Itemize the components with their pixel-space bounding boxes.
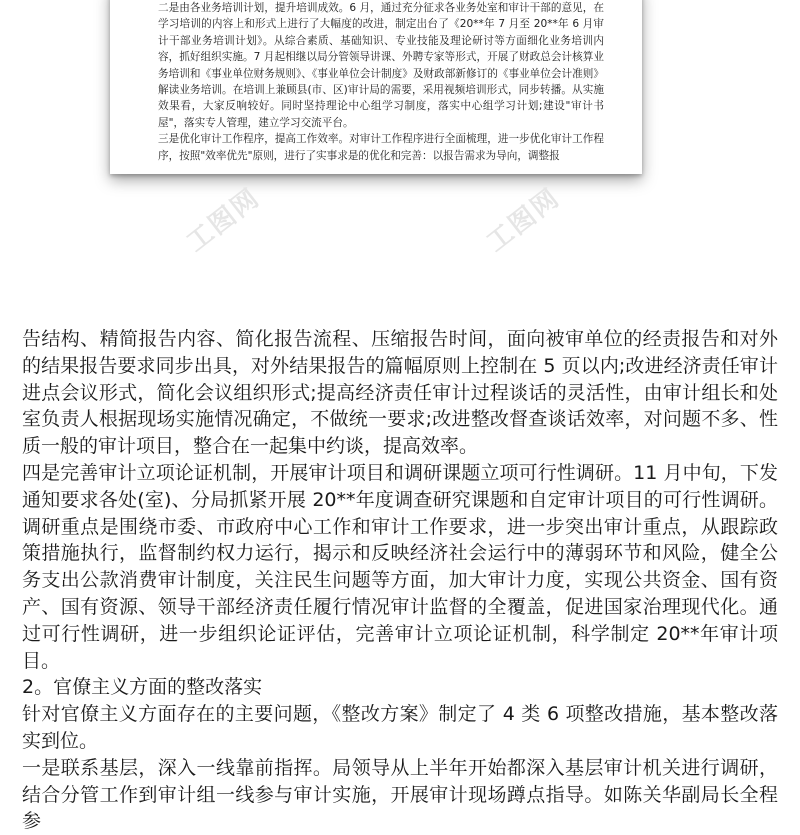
preview-paragraph: 三是优化审计工作程序，提高工作效率。对审计工作程序进行全面梳理，进一步优化审计工作程序，按照"效率优先"原则，进行了实事求是的优化和完善：以报告需求为导向，调整报 <box>158 133 604 162</box>
section-heading: 2。官僚主义方面的整改落实 <box>22 676 263 699</box>
preview-text-block <box>158 0 604 164</box>
preview-paragraph: 二是由各业务培训计划，提升培训成效。6 月，通过充分征求各业务处室和审计干部的意见，在学习培训的内容上和形式上进行了大幅度的改进，制定出台了《20**年 7 月至 20**年 6 月审计干部业务培训计划》。从综合素质、基础知识、专业技能及理论研讨等方面细化业务培训内容，抓好组织实施。7 月起相继以局分管领导讲课、外聘专家等形式，开展了财政总会计核算业务培训和《事业单位财务规则》、《事业单位会计制度》及财政部新修订的《事业单位会计准则》解读业务培训。在培训上兼顾县(市、区)审计局的需要，采用视频培训形式，同步转播。从实施效果看，大家反响较好。同时坚持理论中心组学习制度，落实中心组学习计划;建设"审计书屋"，落实专人管理，建立学习交流平台。 <box>158 2 604 129</box>
watermark-logo: 工图网 <box>481 182 566 259</box>
document-body-text <box>22 326 778 835</box>
body-paragraph: 告结构、精简报告内容、简化报告流程、压缩报告时间，面向被审单位的经责报告和对外的结果报告要求同步出具，对外结果报告的篇幅原则上控制在 5 页以内;改进经济责任审计进点会议形式，简化会议组织形式;提高经济责任审计过程谈话的灵活性，由审计组长和处室负责人根据现场实施情况确定，不做统一要求;改进整改督查谈话效率，对问题不多、性质一般的审计项目，整合在一起集中约谈，提高效率。 <box>22 328 778 458</box>
document-page-preview <box>110 0 642 174</box>
document-preview-area <box>0 0 800 300</box>
body-paragraph: 一是联系基层，深入一线靠前指挥。局领导从上半年开始都深入基层审计机关进行调研，结合分管工作到审计组一线参与审计实施，开展审计现场蹲点指导。如陈关华副局长全程参 <box>22 756 778 833</box>
body-paragraph: 针对官僚主义方面存在的主要问题，《整改方案》制定了 4 类 6 项整改措施，基本整改落实到位。 <box>22 703 778 752</box>
watermark-logo: 工图网 <box>181 182 266 259</box>
body-paragraph: 四是完善审计立项论证机制，开展审计项目和调研课题立项可行性调研。11 月中旬，下发通知要求各处(室)、分局抓紧开展 20**年度调查研究课题和自定审计项目的可行性调研。调研重点是围绕市委、市政府中心工作和审计工作要求，进一步突出审计重点，从跟踪政策措施执行，监督制约权力运行，揭示和反映经济社会运行中的薄弱环节和风险，健全公务支出公款消费审计制度，关注民生问题等方面，加大审计力度，实现公共资金、国有资产、国有资源、领导干部经济责任履行情况审计监督的全覆盖，促进国家治理现代化。通过可行性调研，进一步组织论证评估，完善审计立项论证机制，科学制定 20**年审计项目。 <box>22 461 778 672</box>
